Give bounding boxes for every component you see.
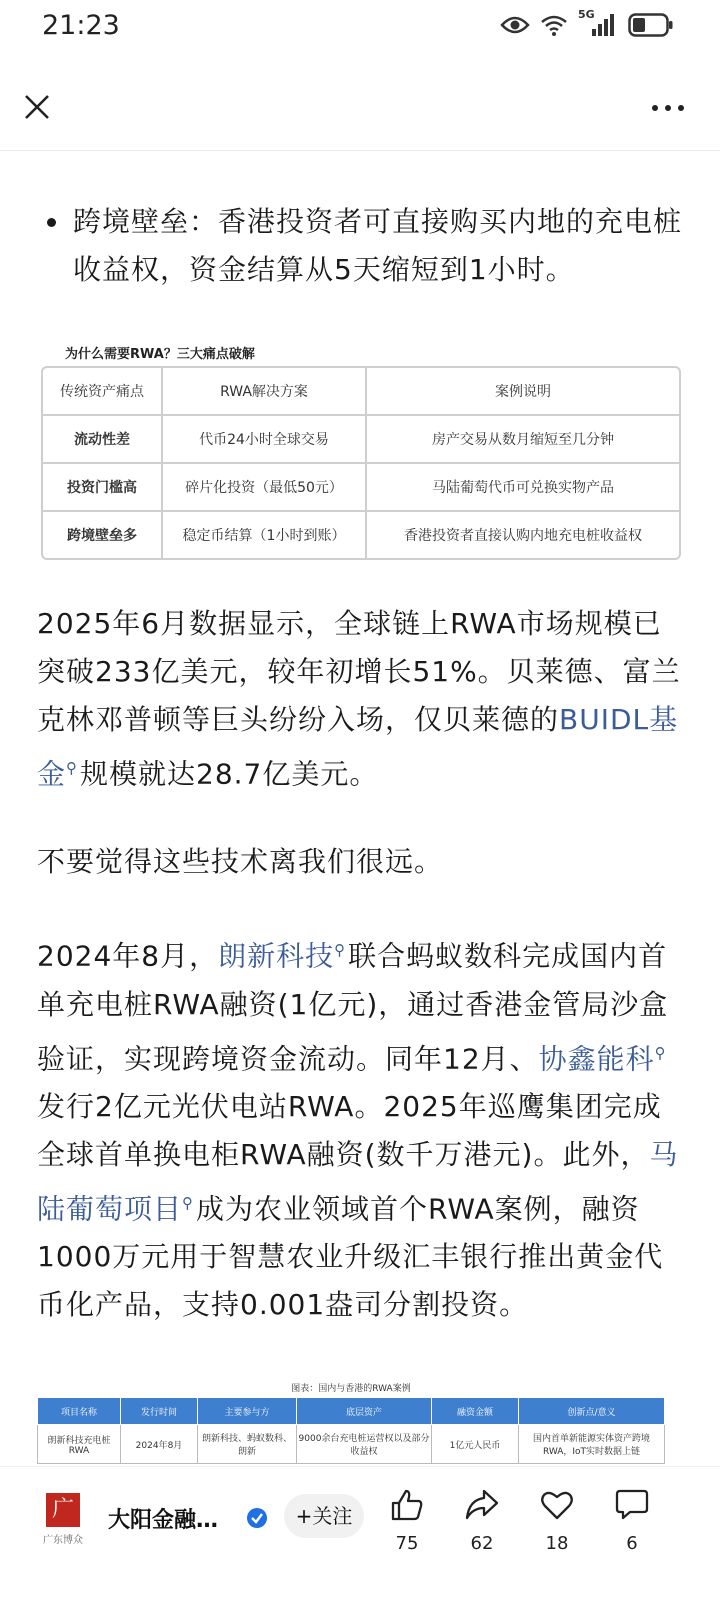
paragraph-text: 联合蚂蚁数科完成国内首单充电桩RWA融资(1亿元)，通过香港金管局沙盒验证，实现跨境资金流动。同年12月、	[37, 939, 669, 1075]
close-icon	[18, 88, 58, 128]
comment-button[interactable]	[602, 1487, 662, 1554]
like-count: 75	[395, 1533, 419, 1554]
more-icon-dot	[665, 105, 671, 111]
case-table-title: 图表：国内与香港的RWA案例	[291, 1384, 411, 1395]
link-malu-grape[interactable]: 马陆葡萄项目	[37, 1137, 679, 1226]
table-cell: 稳定币结算（1小时到账）	[163, 512, 367, 558]
table-cell: 流动性差	[43, 416, 163, 464]
table-cell: 投资门槛高	[43, 464, 163, 512]
table-header: 底层资产	[297, 1398, 432, 1425]
account-logo[interactable]	[38, 1493, 88, 1549]
table-cell: 跨境壁垒多	[43, 512, 163, 558]
table-cell: 1亿元人民币	[432, 1425, 519, 1464]
table-title: 为什么需要RWA？三大痛点破解	[65, 347, 255, 362]
table-header: 传统资产痛点	[43, 368, 163, 416]
table-cell: 朗新科技、蚂蚁数科、朗新	[198, 1425, 297, 1464]
signal-icon	[578, 8, 618, 38]
article-content	[37, 150, 685, 1464]
logo-subtitle: 广东博众	[43, 1535, 83, 1546]
more-button[interactable]	[652, 96, 692, 120]
cases-table-image[interactable]	[37, 1381, 665, 1464]
status-icons	[500, 8, 674, 38]
table-header-row	[38, 1398, 665, 1425]
like-button[interactable]	[377, 1487, 437, 1554]
more-icon-dot	[678, 105, 684, 111]
paragraph-cases	[37, 926, 685, 1329]
paragraph-text: 2024年8月，	[37, 939, 219, 973]
table-header-row	[43, 368, 679, 416]
table-cell: 朗新科技充电桩RWA	[38, 1425, 121, 1464]
favorite-count: 18	[545, 1533, 569, 1554]
close-button[interactable]	[18, 88, 58, 128]
table-header: 案例说明	[367, 368, 679, 416]
paragraph-not-far: 不要觉得这些技术离我们很远。	[37, 845, 444, 879]
top-bar	[0, 70, 720, 151]
thumbs-up-icon	[389, 1487, 425, 1523]
more-icon	[652, 105, 658, 111]
account-name[interactable]: 大阳金融…	[108, 1508, 219, 1533]
table-cell: 马陆葡萄代币可兑换实物产品	[367, 464, 679, 512]
paragraph-text: 发行2亿元光伏电站RWA。2025年巡鹰集团完成全球首单换电柜RWA融资(数千万港元)。此外，	[37, 1089, 662, 1171]
table-row	[38, 1425, 665, 1464]
pain-points-table-image[interactable]	[41, 344, 681, 560]
share-button[interactable]	[452, 1487, 512, 1554]
link-gcl-energy[interactable]: 协鑫能科	[538, 1041, 655, 1075]
status-time: 21:23	[42, 10, 120, 41]
pain-points-table	[41, 366, 681, 560]
share-icon	[464, 1487, 500, 1523]
paragraph-text: 成为农业领域首个RWA案例，融资1000万元用于智慧农业升级汇丰银行推出黄金代币化产品，支持0.001盎司分割投资。	[37, 1192, 664, 1322]
table-row	[43, 512, 679, 558]
heart-icon	[539, 1487, 575, 1523]
follow-button[interactable]: +关注	[284, 1494, 364, 1538]
verified-icon	[246, 1507, 268, 1529]
share-count: 62	[470, 1533, 494, 1554]
table-header: 主要参与方	[198, 1398, 297, 1425]
comment-count: 6	[626, 1533, 638, 1554]
table-header: 发行时间	[121, 1398, 198, 1425]
eye-icon	[500, 14, 530, 36]
battery-icon	[628, 13, 674, 37]
search-icon[interactable]: ⚲	[654, 1043, 667, 1062]
table-header: 项目名称	[38, 1398, 121, 1425]
table-cell: 2024年8月	[121, 1425, 198, 1464]
table-row	[43, 464, 679, 512]
paragraph-market-size	[37, 600, 685, 798]
table-header: 融资金额	[432, 1398, 519, 1425]
table-row	[43, 416, 679, 464]
table-header: 创新点/意义	[519, 1398, 665, 1425]
network-label: 5G	[578, 8, 595, 21]
table-cell: 房产交易从数月缩短至几分钟	[367, 416, 679, 464]
comment-icon	[614, 1487, 650, 1523]
table-cell: 香港投资者直接认购内地充电桩收益权	[404, 528, 642, 544]
table-cell: 国内首单新能源实体资产跨境RWA，IoT实时数据上链	[519, 1425, 665, 1464]
table-cell: 碎片化投资（最低50元）	[163, 464, 367, 512]
bottom-bar	[0, 1466, 720, 1613]
wifi-icon	[540, 13, 568, 37]
search-icon[interactable]: ⚲	[182, 1193, 195, 1212]
link-longshine[interactable]: 朗新科技	[218, 939, 335, 973]
link-buidl-fund[interactable]: BUIDL基金	[37, 703, 679, 791]
logo-mark: 广	[46, 1493, 80, 1527]
table-cell: 代币24小时全球交易	[163, 416, 367, 464]
search-icon[interactable]: ⚲	[334, 941, 347, 960]
bullet-item: 跨境壁垒：香港投资者可直接购买内地的充电桩收益权，资金结算从5天缩短到1小时。	[37, 198, 685, 294]
favorite-button[interactable]	[527, 1487, 587, 1554]
paragraph-text: 规模就达28.7亿美元。	[80, 757, 379, 791]
table-header: RWA解决方案	[163, 368, 367, 416]
paragraph-text: 2025年6月数据显示，全球链上RWA市场规模已突破233亿美元，较年初增长51%。贝莱德、富兰克林邓普顿等巨头纷纷入场，仅贝莱德的	[37, 607, 681, 736]
table-cell: 9000余台充电桩运营权以及部分收益权	[297, 1425, 432, 1464]
status-bar	[0, 0, 720, 56]
search-icon[interactable]: ⚲	[66, 759, 79, 777]
cases-table	[37, 1397, 665, 1464]
